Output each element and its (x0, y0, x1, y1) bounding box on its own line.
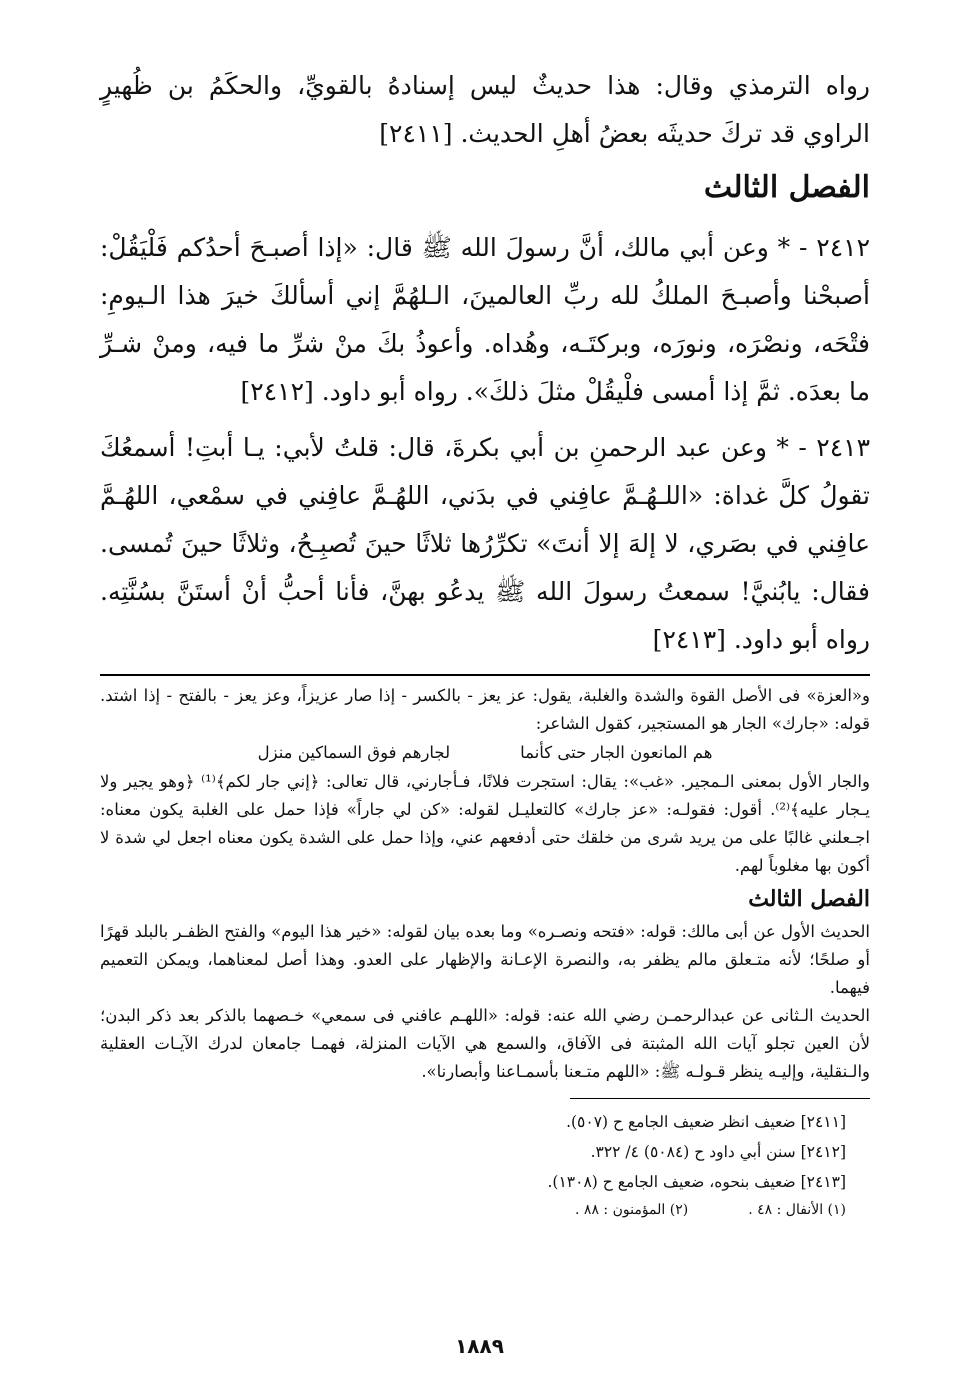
main-text (100, 62, 870, 664)
footnotes (100, 1107, 870, 1223)
verse-notes (100, 1197, 870, 1223)
intro-paragraph: رواه الترمذي وقال: هذا حديثٌ ليس إسنادهُ بالقويِّ، والحكَمُ بن ظُهيرٍ الراوي قد تركَ حديثَه بعضُ أهلِ الحديث. [٢٤١١] (100, 71, 870, 148)
footnote-note: (٢) المؤمنون : ٨٨ . (575, 1202, 689, 1218)
commentary-section-title: الفصل الثالث (748, 886, 870, 912)
commentary-paragraph: والجار الأول بمعنى الـمجير. «غب»: يقال: استجرت فلانًا، فـأجارني، قال تعالى: ﴿إني جار لكم﴾⁽¹⁾ ﴿وهو يجير ولا يـجار عليه﴾⁽²⁾. أقول: فقولـه: «عز جارك» كالتعليـل لقوله: «كن لي جاراً» فإذا حمل على الغلبة يكون معناه: اجـعلني غالبًا على من يريد شرى من خلقك حتى أدفعهم عني، وإذا حمل على الشدة يكون معناه اجعل لي شدة لا أكون بها مغلوباً لهم. (100, 772, 870, 875)
commentary-paragraph: الحديث الأول عن أبى مالك: قوله: «فتحه ونصـره» وما بعده بيان لقوله: «خير هذا اليوم» والفتح الظفـر بالبلد قهرًا أو صلحًا؛ لأنه متـعلق مالم يظفر به، والنصرة الإعـانة والإظهار على العدو. وهذا أصل لمعناهما، ويمكن التعميم فيهما. (100, 922, 870, 997)
footnote-ref: [٢٤١٢] سنن أبي داود ح (٥٠٨٤) ٤/ ٣٢٢. (590, 1143, 846, 1161)
section-title: الفصل الثالث (703, 170, 870, 205)
page-number: ١٨٨٩ (455, 1334, 504, 1358)
footnote-divider (570, 1098, 870, 1099)
footnote-ref: [٢٤١١] ضعيف انظر ضعيف الجامع ح (٥٠٧). (566, 1113, 846, 1131)
footnote-ref: [٢٤١٣] ضعيف بنحوه، ضعيف الجامع ح (١٣٠٨). (547, 1173, 846, 1191)
hadith-2413: ٢٤١٣ - * وعن عبد الرحمنِ بن أبي بكرةَ، قال: قلتُ لأبي: يـا أبتِ! أسمعُكَ تقولُ كلَّ غداة: «اللـهُـمَّ عافِني في بدَني، اللهُـمَّ عافِني في سمْعي، اللهُـمَّ عافِني في بصَري، لا إلهَ إلا أنتَ» تكرِّرُها ثلاثًا حينَ تُصبِـحُ، وثلاثًا حينَ تُمسى. فقال: يابُنيَّ! سمعتُ رسولَ الله ﷺ يدعُو بهنَّ، فأنا أحبُّ أنْ أستَنَّ بسُنَّتِه. رواه أبو داود. [٢٤١٣] (100, 433, 870, 654)
verse-second-half: لجارهم فوق السماكين منزل (257, 743, 451, 762)
commentary-paragraph: الحديث الـثانى عن عبدالرحمـن رضي الله عنه: قوله: «اللهـم عافني فى سمعي» خـصهما بالذكر بعد ذكر البدن؛ لأن العين تجلو آيات الله المثبتة فى الآفاق، والسمع هي الآيات المنزلة، فهمـا جامعان لدرك الآيـات العقلية والـنقلية، وإليـه ينظر قـولـه ﷺ: «اللهم متـعنا بأسمـاعنا وأبصارنا». (100, 1006, 870, 1081)
main-divider (100, 674, 870, 676)
poetry-verse (100, 738, 870, 768)
commentary-paragraph: و«العزة» فى الأصل القوة والشدة والغلبة، يقول: عز يعز - بالكسر - إذا صار عزيزاً، وعز يعز - بالفتح - إذا اشتد. قوله: «جارك» الجار هو المستجير، كقول الشاعر: (100, 686, 870, 733)
footnote-note: (١) الأنفال : ٤٨ . (748, 1202, 846, 1218)
verse-first-half: هم المانعون الجار حتى كأنما (520, 743, 713, 762)
commentary (100, 682, 870, 1086)
page-content (100, 62, 870, 1223)
hadith-2412: ٢٤١٢ - * وعن أبي مالك، أنَّ رسولَ الله ﷺ قال: «إذا أصبـحَ أحدُكم فَلْيَقُلْ: أصبحْنا وأصبـحَ الملكُ لله ربِّ العالمينَ، الـلهُمَّ إني أسألكَ خيرَ هذا الـيومِ: فتْحَه، ونصْرَه، ونورَه، وبركتَـه، وهُداه. وأعوذُ بكَ منْ شرِّ ما فيه، ومنْ شـرِّ ما بعدَه. ثمَّ إذا أمسى فلْيقُلْ مثلَ ذلكَ». رواه أبو داود. [٢٤١٢] (100, 233, 870, 406)
